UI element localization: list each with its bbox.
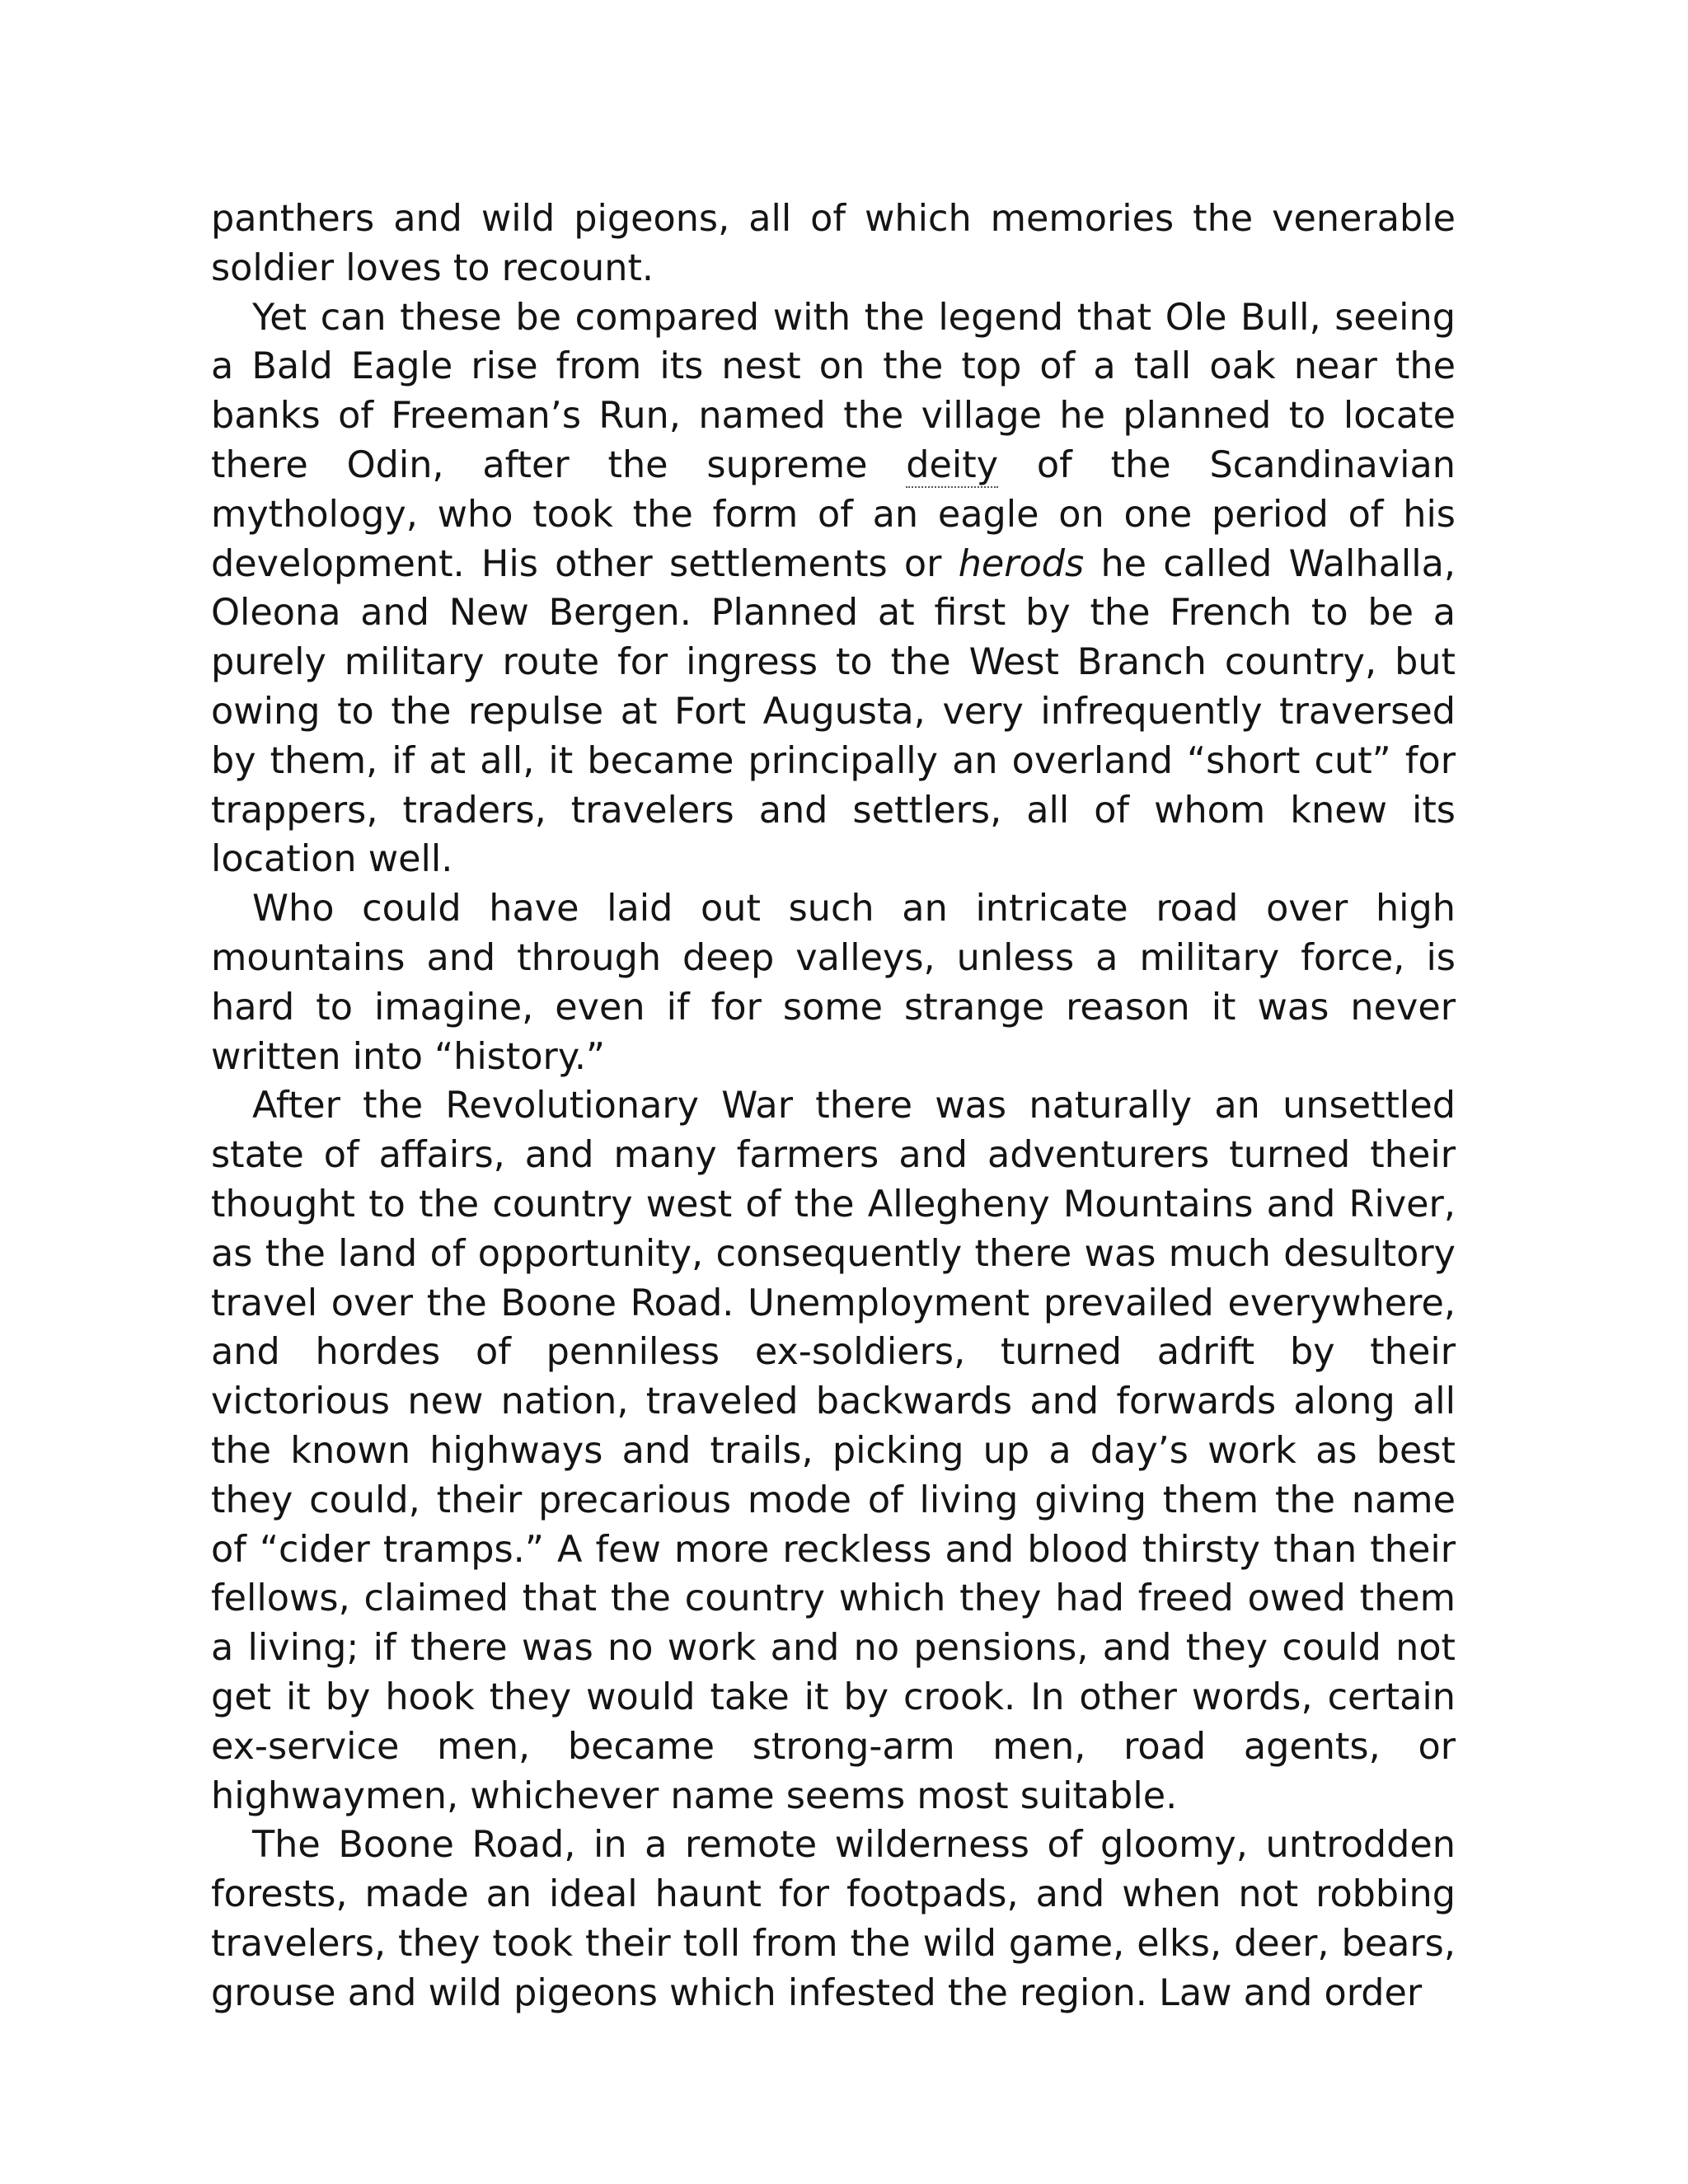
paragraph-4-text: After the Revolutionary War there was naturally an unsettled state of affairs, and many farmers and adventurers turned their thought to the country west of the Allegheny Mountains and River, as the land of opportunity, consequently there was much desultory travel over the Boone Road. Unemployment prevailed everywhere, and hordes of penniless ex-soldiers, turned adrift by their victorious new nation, traveled backwards and forwards along all the known highways and trails, picking up a day’s work as best they could, their precarious mode of living giving them the name of “cider tramps.” A few more reckless and blood thirsty than their fellows, claimed that the country which they had freed owed them a living; if there was no work and no pensions, and they could not get it by hook they would take it by crook. In other words, certain ex-service men, became strong-arm men, road agents, or highwaymen, whichever name seems most suitable. [211,1085,1456,1817]
paragraph-1-text: panthers and wild pigeons, all of which memories the venerable soldier loves to recount. [211,198,1456,289]
paragraph-4 [211,1081,1456,1821]
paragraph-2 [211,293,1456,885]
glossary-term-deity[interactable]: deity [906,443,999,486]
paragraph-5 [211,1821,1456,2018]
paragraph-2-text-a: Yet can these be compared with the legend that Ole Bull, seeing a Bald Eagle rise from its nest on the top of a tall oak near the banks of Freeman’s Run, named the village he planned to locate there Odin, after the supreme [211,296,1456,486]
page-body [211,194,1456,2018]
paragraph-1 [211,194,1456,293]
paragraph-2-text-c: he called Walhalla, Oleona and New Bergen. Planned at first by the French to be a purely military route for ingress to the West Branch country, but owing to the repulse at Fort Augusta, very infrequently traversed by them, if at all, it became principally an overland “short cut” for trappers, traders, travelers and settlers, all of whom knew its location well. [211,542,1456,881]
paragraph-3-text: Who could have laid out such an intricate road over high mountains and through deep valleys, unless a military force, is hard to imagine, even if for some strange reason it was never written into “history.” [211,888,1456,1078]
paragraph-5-text: The Boone Road, in a remote wilderness of gloomy, untrodden forests, made an ideal haunt for footpads, and when not robbing travelers, they took their toll from the wild game, elks, deer, bears, grouse and wild pigeons which infested the region. Law and order [211,1824,1456,2014]
italic-term-herods: herods [958,542,1085,585]
paragraph-3 [211,884,1456,1081]
paragraph-2-text-b: of the Scandinavian mythology, who took the form of an eagle on one period of his development. His other settlements or [211,443,1456,585]
